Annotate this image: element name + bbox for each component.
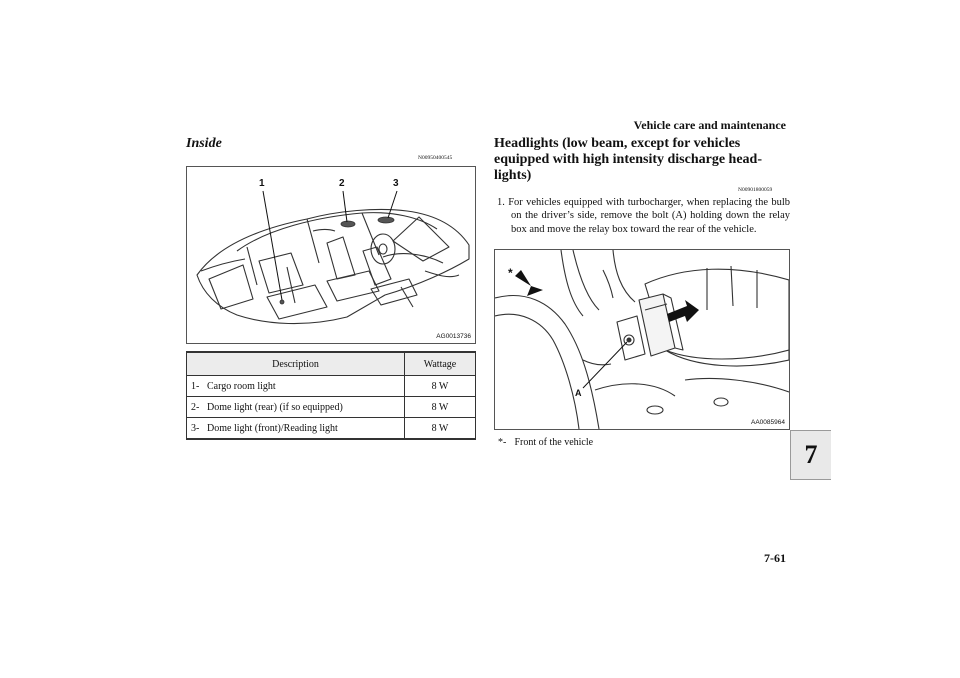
car-interior-illustration (187, 167, 475, 343)
instruction-step-1: 1. For vehicles equipped with turbocharger, when replacing the bulb on the driver’s side, remove the bolt (A) holding down the relay box and move the relay box toward the rear of the vehicle. (497, 197, 790, 235)
table-header-row (187, 352, 476, 376)
section-code: N00901800059 (738, 187, 773, 193)
row-number: 2- (191, 401, 200, 413)
row-number: 1- (191, 380, 200, 392)
engine-bay-illustration (495, 250, 789, 429)
page-number: 7-61 (764, 551, 786, 565)
table-row (187, 418, 476, 440)
row-wattage: 8 W (405, 397, 476, 418)
row-description: Cargo room light (207, 380, 276, 392)
column-header-description: Description (187, 352, 405, 376)
row-description: Dome light (rear) (if so equipped) (207, 401, 343, 413)
row-wattage: 8 W (405, 418, 476, 440)
row-description: Dome light (front)/Reading light (207, 422, 338, 434)
label-a: A (575, 388, 582, 398)
note-marker: *- (498, 437, 507, 448)
figure-id: AG0013736 (436, 333, 471, 340)
section-code: N00950400545 (418, 155, 453, 161)
figure-id: AA0085964 (751, 419, 785, 426)
relay-box-figure (494, 249, 790, 430)
figure-note (498, 437, 593, 448)
table-row (187, 397, 476, 418)
label-star: * (508, 266, 513, 280)
running-header-title: Vehicle care and maintenance (633, 118, 786, 132)
callout-1: 1 (259, 178, 265, 189)
callout-3: 3 (393, 178, 399, 189)
column-header-wattage: Wattage (405, 352, 476, 376)
table-row (187, 376, 476, 397)
section-heading-inside: Inside (186, 136, 222, 151)
bulb-table (186, 351, 476, 440)
note-text: Front of the vehicle (514, 437, 594, 448)
chapter-tab: 7 (790, 430, 831, 480)
row-number: 3- (191, 422, 200, 434)
interior-lights-figure (186, 166, 476, 344)
row-wattage: 8 W (405, 376, 476, 397)
section-heading-headlights: Headlights (low beam, except for vehicles equipped with high intensity discharge head-lights) (494, 136, 762, 183)
callout-2: 2 (339, 178, 345, 189)
